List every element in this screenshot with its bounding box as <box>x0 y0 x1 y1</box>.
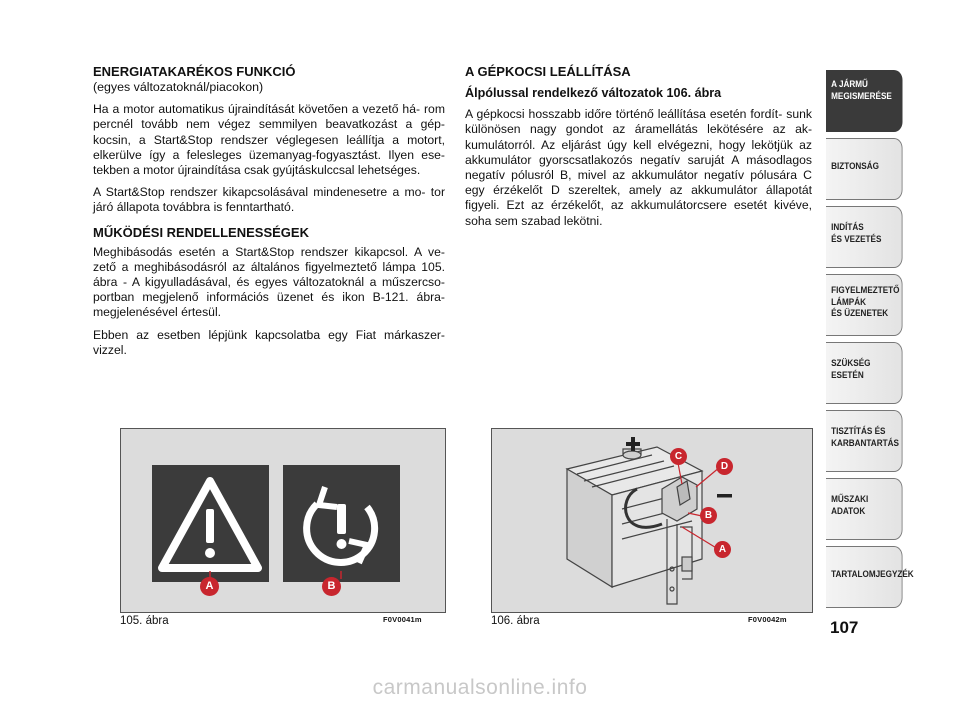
tab-starting-driving[interactable]: INDÍTÁS ÉS VEZETÉS <box>826 206 903 268</box>
tab-emergency[interactable]: SZÜKSÉG ESETÉN <box>826 342 903 404</box>
tab-vehicle-overview[interactable]: A JÁRMŰ MEGISMERÉSE <box>826 70 903 132</box>
callout-b-marker: B <box>700 507 717 524</box>
figure-106-drawing <box>492 429 812 612</box>
callout-a-marker: A <box>714 541 731 558</box>
page-number: 107 <box>830 618 859 637</box>
callout-b-marker: B <box>322 577 341 596</box>
callout-d-marker: D <box>716 458 733 475</box>
tab-maintenance[interactable]: TISZTÍTÁS ÉS KARBANTARTÁS <box>826 410 903 472</box>
figure-105-caption: 105. ábra <box>120 615 169 627</box>
figure-106-caption: 106. ábra <box>491 615 540 627</box>
tab-warning-lights[interactable]: FIGYELMEZTETŐ LÁMPÁK ÉS ÜZENETEK <box>826 274 903 336</box>
left-column <box>93 64 445 365</box>
energy-saving-paragraph-1: Ha a motor automatikus újraindítását követően a vezető há- rom percnél tovább nem végez semmilyen beavatkozást a gép- kocsin, a Start&Stop rendszer véglegesen leállítja a motort, elkerülve így a felesleges üzemanyag-fogyasztást. Ilyen ese- tekben a motor újraindítása csak gyújtáskulccsal lehetséges. <box>93 102 445 178</box>
figure-105-drawing <box>121 429 445 612</box>
callout-a-marker: A <box>200 577 219 596</box>
figure-105 <box>120 428 446 613</box>
energy-saving-heading: ENERGIATAKARÉKOS FUNKCIÓ <box>93 64 296 79</box>
vehicle-storage-paragraph: A gépkocsi hosszabb időre történő leállítása esetén fordít- sunk különösen nagy gondot az áramellátás lekötésére az ak- kumulátorról. Az eljárást úgy kell elvégezni, hogy lekötjük az akkumulátor gyorscsatlakozós negatív saruját A másodlagos negatív pólusról B, mivel az akkumulátor negatív pólusára C egy érzékelőt D szereltek, amely az akkumulátor állapotát figyeli. Ezt az érzékelőt, az akkumulátorcsere esetét kivéve, soha sem szabad lekötni. <box>465 107 812 228</box>
energy-saving-subheading: (egyes változatoknál/piacokon) <box>93 80 264 94</box>
malfunction-paragraph-1: Meghibásodás esetén a Start&Stop rendszer kikapcsol. A ve- zető a meghibásodásról az általános figyelmeztető lámpa 105. ábra - A kigyulladásával, és egyes változatoknál a műszercso- portban megjelenő információs üzenet és ikon B-121. ábra- megjelenésével értesül. <box>93 244 445 320</box>
malfunction-heading: MŰKÖDÉSI RENDELLENESSÉGEK <box>93 224 309 240</box>
vehicle-storage-subheading: Álpólussal rendelkező változatok 106. ábra <box>465 86 722 100</box>
minus-terminal-icon <box>717 494 732 498</box>
vehicle-storage-heading: A GÉPKOCSI LEÁLLÍTÁSA <box>465 64 631 79</box>
figure-105-code: F0V0041m <box>383 615 422 624</box>
battery-illustration <box>567 447 702 604</box>
figure-106-code: F0V0042m <box>748 615 787 624</box>
energy-saving-paragraph-2: A Start&Stop rendszer kikapcsolásával mindenesetre a mo- tor járó állapota továbbra is fenntartható. <box>93 185 445 215</box>
tab-index[interactable]: TARTALOMJEGYZÉK <box>826 546 903 608</box>
callout-c-marker: C <box>670 448 687 465</box>
figure-106 <box>491 428 813 613</box>
watermark: carmanualsonline.info <box>372 676 588 699</box>
right-column <box>465 64 812 236</box>
tab-safety[interactable]: BIZTONSÁG <box>826 138 903 200</box>
malfunction-paragraph-2: Ebben az esetben lépjünk kapcsolatba egy Fiat márkaszer- vizzel. <box>93 327 445 357</box>
tab-technical-data[interactable]: MŰSZAKI ADATOK <box>826 478 903 540</box>
